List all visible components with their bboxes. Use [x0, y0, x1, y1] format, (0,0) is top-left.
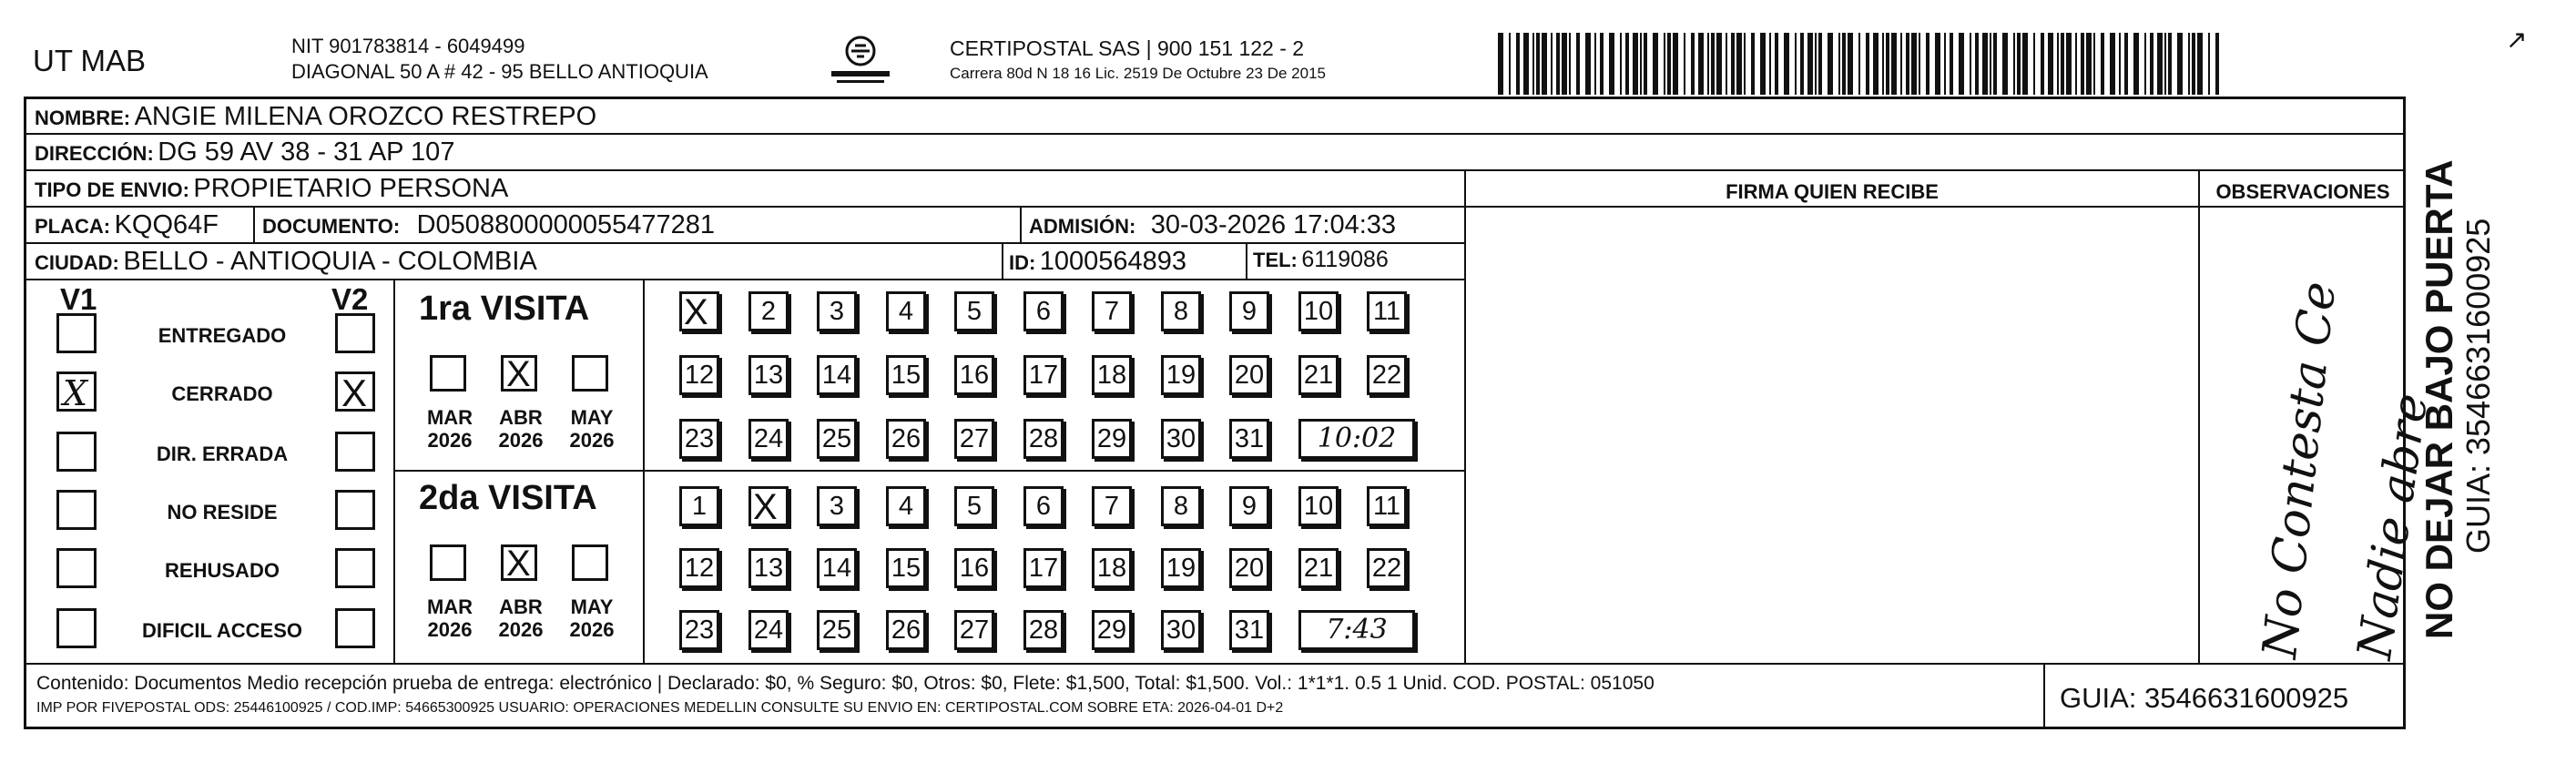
barcode-bar [2197, 33, 2203, 95]
barcode-bar [1944, 33, 1946, 95]
check-mark: X [506, 544, 531, 584]
barcode-bar [1523, 33, 1529, 95]
barcode-bar [1640, 33, 1642, 95]
barcode-bar [2119, 33, 2121, 95]
visita2-day-box[interactable]: 15 [886, 548, 926, 588]
barcode-bar [2061, 33, 2064, 95]
visita1-day-box[interactable]: 23 [679, 419, 719, 459]
visita2-day-box[interactable]: 22 [1367, 548, 1407, 588]
barcode-bar [2075, 33, 2077, 95]
v2-checkbox[interactable] [335, 371, 375, 412]
visita1-time-box[interactable]: 10:02 [1298, 419, 1415, 459]
admision-label: ADMISIÓN: [1029, 215, 1136, 238]
status-option-label: NO RESIDE [167, 501, 278, 524]
barcode-bar [1906, 33, 1909, 95]
v1-checkbox[interactable] [56, 490, 97, 530]
barcode-bar [1551, 33, 1553, 95]
visita2-day-box[interactable]: 26 [886, 610, 926, 650]
visita1-day-box[interactable] [679, 291, 719, 331]
visita1-day-box[interactable]: 3 [817, 291, 857, 331]
barcode-bar [1744, 33, 1746, 95]
visita1-day-box[interactable]: 15 [886, 355, 926, 395]
col-line [2043, 665, 2045, 728]
visita1-day-box[interactable]: 8 [1161, 291, 1201, 331]
barcode-bar [1594, 33, 1596, 95]
firma-header: FIRMA QUIEN RECIBE [1726, 180, 1939, 203]
barcode-bar [1828, 33, 1833, 95]
direccion-row [35, 139, 454, 166]
company-nit: NIT 901783814 - 6049499 [291, 35, 525, 57]
visita2-day-box[interactable]: 24 [748, 610, 789, 650]
barcode-bar [1842, 33, 1846, 95]
visita2-day-box[interactable]: 28 [1023, 610, 1064, 650]
visita1-month-label [421, 406, 479, 453]
visita2-day-box[interactable]: 1 [679, 486, 719, 526]
visita1-month-year: 2026 [427, 429, 473, 453]
visita1-month-box[interactable] [501, 355, 537, 392]
barcode-bar [1498, 33, 1503, 95]
visita1-day-box[interactable]: 26 [886, 419, 926, 459]
visita1-month-name: MAY [570, 406, 614, 429]
observaciones-note-1: No Contesta Ce [2253, 279, 2347, 661]
barcode-bar [2081, 33, 2084, 95]
nombre-value: ANGIE MILENA OROZCO RESTREPO [134, 102, 597, 131]
barcode-bar [1891, 33, 1897, 95]
ciudad-value: BELLO - ANTIOQUIA - COLOMBIA [123, 247, 537, 276]
visita2-day-box[interactable]: 30 [1161, 610, 1201, 650]
placa-label: PLACA: [35, 215, 111, 238]
barcode-bar [1873, 33, 1879, 95]
barcode-bar [1760, 33, 1766, 95]
visita1-day-box[interactable]: 17 [1023, 355, 1064, 395]
barcode-bar [1731, 33, 1735, 95]
row-line [25, 169, 2404, 171]
barcode-bar [1536, 33, 1540, 95]
barcode-bar [1691, 33, 1695, 95]
footer-guia: GUIA: 3546631600925 [2060, 682, 2349, 714]
v2-checkbox[interactable] [335, 548, 375, 588]
visita2-day-box[interactable]: 17 [1023, 548, 1064, 588]
visita2-month-label [492, 595, 550, 642]
barcode-bar [2048, 33, 2053, 95]
visita2-day-box[interactable]: 21 [1298, 548, 1339, 588]
barcode-bar [1673, 33, 1678, 95]
barcode-bar [1562, 33, 1567, 95]
visita2-month-name: MAY [570, 595, 614, 618]
row-line [25, 663, 2404, 665]
barcode-bar [1542, 33, 1547, 95]
visita2-month-year: 2026 [569, 618, 615, 642]
visita2-day-box[interactable]: 6 [1023, 486, 1064, 526]
ciudad-label: CIUDAD: [35, 251, 119, 274]
barcode-bar [1711, 33, 1715, 95]
scan-mark: ↗ [2506, 25, 2528, 54]
visita2-day-box[interactable]: 3 [817, 486, 857, 526]
barcode-bar [2133, 33, 2139, 95]
col-line [1464, 171, 1466, 663]
barcode-bar [1838, 33, 1840, 95]
barcode-bar [1653, 33, 1658, 95]
barcode-bar [1620, 33, 1622, 95]
placa-value: KQQ64F [114, 210, 219, 239]
visita1-day-box[interactable]: 29 [1092, 419, 1132, 459]
barcode-bar [2124, 33, 2128, 95]
firma-signature-area[interactable] [1468, 209, 2196, 661]
visita1-day-box[interactable]: 10 [1298, 291, 1339, 331]
barcode-bar [1698, 33, 1704, 95]
barcode-bar [1716, 33, 1722, 95]
visita2-month-name: ABR [499, 595, 543, 618]
row-line [25, 206, 1464, 208]
v1-checkbox[interactable] [56, 548, 97, 588]
visita1-day-box[interactable]: 30 [1161, 419, 1201, 459]
visita2-day-box[interactable]: 31 [1229, 610, 1269, 650]
ciudad-row [35, 249, 537, 275]
nombre-row [35, 104, 596, 130]
col-line [2198, 171, 2200, 663]
barcode-bar [1935, 33, 1940, 95]
barcode-bar [2150, 33, 2153, 95]
col-line [1020, 208, 1022, 242]
footer-impresion: IMP POR FIVEPOSTAL ODS: 25446100925 / COD.IMP: 54665300925 USUARIO: OPERACIONES MEDELLIN CONSULTE SU ENVIO EN: CERTIPOSTAL.COM SOBRE ETA: 2026-04-01 D+2 [36, 700, 1284, 716]
barcode-bar [2188, 33, 2190, 95]
barcode-bar [1807, 33, 1813, 95]
visita1-day-box[interactable]: 4 [886, 291, 926, 331]
visita2-month-name: MAR [426, 595, 473, 618]
visita1-day-box[interactable]: 27 [954, 419, 994, 459]
barcode-bar [2144, 33, 2146, 95]
visita1-month-label [563, 406, 621, 453]
tipo-row [35, 176, 508, 202]
visita2-month-year: 2026 [498, 618, 544, 642]
v1-checkbox[interactable] [56, 432, 97, 472]
direccion-value: DG 59 AV 38 - 31 AP 107 [158, 137, 455, 167]
visita1-day-box[interactable]: 6 [1023, 291, 1064, 331]
row-line [25, 279, 1464, 280]
barcode-bar [2208, 33, 2210, 95]
visita2-day-box[interactable]: 14 [817, 548, 857, 588]
carrier-license: Carrera 80d N 18 16 Lic. 2519 De Octubre 23 De 2015 [950, 65, 1326, 82]
barcode-bar [1990, 33, 1991, 95]
visita2-day-box[interactable]: 12 [679, 548, 719, 588]
visita2-day-box[interactable]: 27 [954, 610, 994, 650]
barcode-bar [2093, 33, 2095, 95]
visita2-day-box[interactable]: 13 [748, 548, 789, 588]
barcode-bar [1775, 33, 1778, 95]
certipostal-logo [824, 33, 897, 89]
barcode-bar [2110, 33, 2115, 95]
barcode-bar [1726, 33, 1727, 95]
barcode-bar [2177, 33, 2183, 95]
barcode-bar [1707, 33, 1709, 95]
row-line [1464, 206, 2404, 208]
barcode-bar [2066, 33, 2072, 95]
documento-value: D0508800000055477281 [416, 210, 715, 239]
barcode-bar [1800, 33, 1804, 95]
barcode [1498, 33, 2222, 95]
check-mark: X [506, 354, 531, 394]
company-name: UT MAB [33, 44, 147, 77]
visita1-day-box[interactable]: 24 [748, 419, 789, 459]
visita2-month-box[interactable] [501, 544, 537, 584]
col-line [1246, 244, 1247, 279]
visita2-day-box[interactable]: 7 [1092, 486, 1132, 526]
id-label: ID: [1009, 251, 1036, 274]
visita1-day-box[interactable]: 28 [1023, 419, 1064, 459]
footer-contenido: Contenido: Documentos Medio recepción prueba de entrega: electrónico | Declarado: $0, % Seguro: $0, Otros: $0, Flete: $1,500, Total: $1,500. Vol.: 1*1*1. 0.5 1 Unid. COD. POSTAL: 051050 [36, 673, 1655, 694]
visita1-day-box[interactable]: 19 [1161, 355, 1201, 395]
barcode-bar [2013, 33, 2015, 95]
barcode-bar [1982, 33, 1988, 95]
visita1-day-box[interactable]: 16 [954, 355, 994, 395]
barcode-bar [1815, 33, 1817, 95]
barcode-bar [1751, 33, 1755, 95]
status-option-label: ENTREGADO [158, 324, 287, 347]
v1-label: V1 [60, 282, 97, 316]
barcode-bar [1585, 33, 1591, 95]
barcode-bar [1858, 33, 1860, 95]
v2-checkbox[interactable] [335, 432, 375, 472]
barcode-bar [1818, 33, 1822, 95]
visita1-day-box[interactable]: 9 [1229, 291, 1269, 331]
visita2-month-box[interactable] [572, 544, 608, 581]
barcode-bar [1667, 33, 1671, 95]
col-line [643, 280, 645, 663]
visita2-day-box[interactable]: 19 [1161, 548, 1201, 588]
barcode-bar [2157, 33, 2163, 95]
id-value: 1000564893 [1039, 247, 1187, 276]
barcode-bar [1556, 33, 1560, 95]
admision-value: 30-03-2026 17:04:33 [1150, 210, 1397, 239]
barcode-bar [1882, 33, 1884, 95]
visita1-day-box[interactable]: 11 [1367, 291, 1407, 331]
barcode-bar [1576, 33, 1580, 95]
barcode-bar [1600, 33, 1604, 95]
v1-checkbox[interactable] [56, 371, 97, 412]
barcode-bar [1664, 33, 1665, 95]
barcode-bar [1569, 33, 1571, 95]
v1-checkbox[interactable] [56, 608, 97, 648]
barcode-bar [1684, 33, 1685, 95]
barcode-bar [1532, 33, 1534, 95]
barcode-bar [1769, 33, 1771, 95]
visita1-title: 1ra VISITA [419, 290, 590, 328]
visita2-day-box[interactable]: 11 [1367, 486, 1407, 526]
v2-checkbox[interactable] [335, 490, 375, 530]
visita1-month-year: 2026 [498, 429, 544, 453]
visita1-day-box[interactable]: 18 [1092, 355, 1132, 395]
visita2-day-box[interactable]: 8 [1161, 486, 1201, 526]
row-line [25, 133, 2404, 135]
placa-row [35, 212, 219, 239]
visita1-month-label [492, 406, 550, 453]
barcode-bar [2086, 33, 2092, 95]
visita2-day-box[interactable]: 4 [886, 486, 926, 526]
visita1-day-box[interactable]: 25 [817, 419, 857, 459]
v1-checkbox[interactable] [56, 313, 97, 353]
visita1-day-box[interactable]: 12 [679, 355, 719, 395]
check-mark: X [341, 371, 368, 414]
side-warning: NO DEJAR BAJO PUERTA [2418, 159, 2460, 639]
visita2-day-box[interactable]: 9 [1229, 486, 1269, 526]
visita2-time-box[interactable]: 7:43 [1298, 610, 1415, 650]
barcode-bar [2057, 33, 2059, 95]
status-option-label: CERRADO [171, 382, 273, 405]
barcode-bar [1736, 33, 1742, 95]
barcode-bar [2002, 33, 2008, 95]
barcode-bar [1795, 33, 1797, 95]
id-row [1009, 249, 1186, 275]
barcode-bar [1516, 33, 1520, 95]
visita1-month-box[interactable] [430, 355, 466, 392]
visita1-month-name: ABR [499, 406, 543, 429]
admision-row [1029, 212, 1396, 239]
barcode-bar [1993, 33, 1997, 95]
barcode-bar [2168, 33, 2172, 95]
col-line [253, 208, 255, 242]
documento-label: DOCUMENTO: [262, 215, 401, 238]
visita2-month-box[interactable] [430, 544, 466, 581]
barcode-bar [1625, 33, 1629, 95]
observaciones-header: OBSERVACIONES [2215, 180, 2390, 203]
barcode-bar [1959, 33, 1964, 95]
visita2-day-box[interactable]: 10 [1298, 486, 1339, 526]
barcode-bar [2215, 33, 2219, 95]
company-address: DIAGONAL 50 A # 42 - 95 BELLO ANTIOQUIA [291, 60, 708, 83]
col-line [1002, 244, 1003, 279]
tel-value: 6119086 [1301, 247, 1389, 272]
visita2-day-box[interactable]: 18 [1092, 548, 1132, 588]
visita1-day-box[interactable]: 14 [817, 355, 857, 395]
barcode-bar [2041, 33, 2044, 95]
visita1-month-name: MAR [426, 406, 473, 429]
barcode-bar [1919, 33, 1920, 95]
barcode-bar [2101, 33, 2104, 95]
visita1-month-year: 2026 [569, 429, 615, 453]
visita1-day-box[interactable]: 13 [748, 355, 789, 395]
visita2-day-box[interactable]: 23 [679, 610, 719, 650]
barcode-bar [1633, 33, 1638, 95]
v2-checkbox[interactable] [335, 313, 375, 353]
status-option-label: DIR. ERRADA [156, 443, 289, 465]
visita1-day-box[interactable]: 31 [1229, 419, 1269, 459]
barcode-bar [2017, 33, 2021, 95]
side-guia: GUIA: 3546631600925 [2459, 218, 2497, 554]
barcode-bar [1900, 33, 1902, 95]
barcode-bar [2164, 33, 2166, 95]
visita2-day-box[interactable]: 5 [954, 486, 994, 526]
visita2-title: 2da VISITA [419, 479, 597, 517]
visita2-day-box[interactable]: 16 [954, 548, 994, 588]
col-line [393, 280, 395, 663]
visita2-month-label [421, 595, 479, 642]
barcode-bar [1644, 33, 1647, 95]
check-mark: X [63, 373, 88, 413]
v2-checkbox[interactable] [335, 608, 375, 648]
barcode-bar [1950, 33, 1953, 95]
observaciones-note-2: Nadie abre [2347, 390, 2439, 663]
barcode-bar [2033, 33, 2035, 95]
barcode-bar [1975, 33, 1979, 95]
visita1-month-box[interactable] [572, 355, 608, 392]
visita1-day-box[interactable]: 2 [748, 291, 789, 331]
check-mark: X [753, 487, 778, 527]
visita2-day-box[interactable]: 25 [817, 610, 857, 650]
row-line [393, 470, 1464, 472]
carrier-name: CERTIPOSTAL SAS | 900 151 122 - 2 [950, 36, 1305, 60]
tipo-label: TIPO DE ENVIO: [35, 178, 189, 201]
visita2-day-box[interactable] [748, 486, 789, 526]
direccion-label: DIRECCIÓN: [35, 142, 154, 165]
tel-label: TEL: [1253, 249, 1298, 271]
barcode-bar [1970, 33, 1971, 95]
barcode-bar [1509, 33, 1511, 95]
barcode-bar [1609, 33, 1614, 95]
status-option-label: DIFICIL ACCESO [141, 619, 302, 642]
visita2-day-box[interactable]: 29 [1092, 610, 1132, 650]
visita2-month-label [563, 595, 621, 642]
visita1-day-box[interactable]: 5 [954, 291, 994, 331]
nombre-label: NOMBRE: [35, 107, 131, 129]
barcode-bar [1886, 33, 1889, 95]
barcode-bar [2192, 33, 2195, 95]
barcode-bar [1926, 33, 1929, 95]
tel-row [1253, 249, 1389, 271]
barcode-bar [2022, 33, 2028, 95]
documento-row [262, 212, 715, 239]
barcode-bar [1911, 33, 1917, 95]
check-mark: X [684, 292, 708, 332]
visita2-day-box[interactable]: 20 [1229, 548, 1269, 588]
tipo-value: PROPIETARIO PERSONA [193, 174, 509, 203]
v2-label: V2 [331, 282, 369, 316]
visita2-month-year: 2026 [427, 618, 473, 642]
visita1-day-box[interactable]: 22 [1367, 355, 1407, 395]
visita1-day-box[interactable]: 21 [1298, 355, 1339, 395]
visita1-day-box[interactable]: 7 [1092, 291, 1132, 331]
barcode-bar [1848, 33, 1853, 95]
barcode-bar [1866, 33, 1869, 95]
barcode-bar [1784, 33, 1789, 95]
row-line [25, 242, 1464, 244]
status-option-label: REHUSADO [165, 559, 280, 582]
visita1-day-box[interactable]: 20 [1229, 355, 1269, 395]
